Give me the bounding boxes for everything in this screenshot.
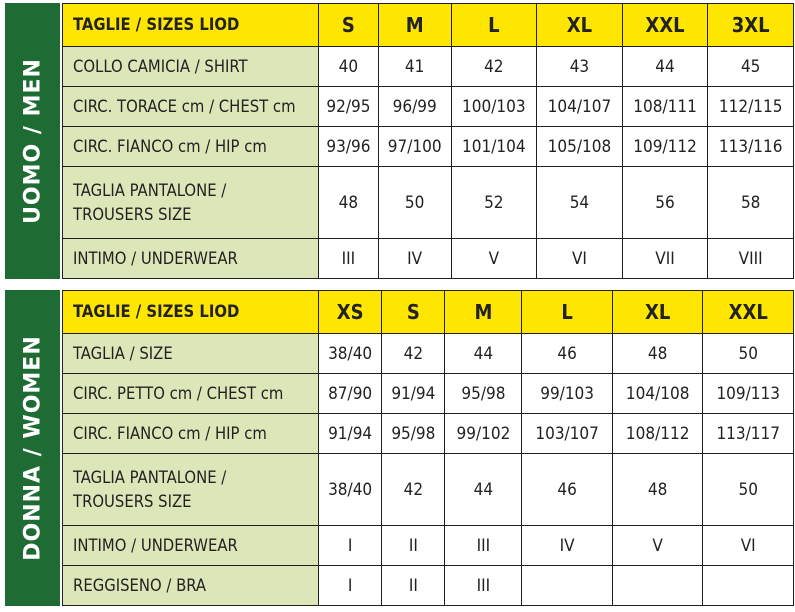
women-size-s: S — [382, 291, 445, 334]
table-cell: 50 — [703, 454, 794, 526]
table-cell: 99/103 — [522, 374, 613, 414]
table-cell: 48 — [612, 334, 703, 374]
table-cell: 100/103 — [451, 87, 537, 127]
table-cell: 87/90 — [319, 374, 382, 414]
men-row-shirt — [63, 47, 794, 87]
table-cell: 91/94 — [382, 374, 445, 414]
row-label: CIRC. FIANCO cm / HIP cm — [63, 414, 319, 454]
table-cell: 108/112 — [612, 414, 703, 454]
row-label: INTIMO / UNDERWEAR — [63, 526, 319, 566]
men-size-table — [62, 3, 794, 279]
table-cell: 42 — [382, 334, 445, 374]
table-cell: 46 — [522, 334, 613, 374]
table-cell: 108/111 — [622, 87, 708, 127]
women-size-block — [5, 290, 794, 606]
table-cell — [703, 566, 794, 606]
men-row-underwear — [63, 239, 794, 279]
table-cell: 41 — [378, 47, 451, 87]
table-cell: 103/107 — [522, 414, 613, 454]
table-cell: 113/116 — [708, 127, 794, 167]
row-label: CIRC. FIANCO cm / HIP cm — [63, 127, 319, 167]
table-cell: 48 — [612, 454, 703, 526]
men-size-block — [5, 3, 794, 279]
table-cell: 105/108 — [537, 127, 623, 167]
men-size-l: L — [451, 4, 537, 47]
table-cell: 43 — [537, 47, 623, 87]
table-cell — [612, 566, 703, 606]
men-size-m: M — [378, 4, 451, 47]
women-size-l: L — [522, 291, 613, 334]
table-cell: 101/104 — [451, 127, 537, 167]
men-header-label: TAGLIE / SIZES LIOD — [63, 4, 319, 47]
table-cell: 109/113 — [703, 374, 794, 414]
table-cell: 97/100 — [378, 127, 451, 167]
table-cell: III — [445, 526, 522, 566]
table-cell: 46 — [522, 454, 613, 526]
men-side-label — [5, 3, 62, 279]
women-size-xl: XL — [612, 291, 703, 334]
table-cell: 95/98 — [445, 374, 522, 414]
table-cell: II — [382, 566, 445, 606]
row-label: REGGISENO / BRA — [63, 566, 319, 606]
table-cell: 96/99 — [378, 87, 451, 127]
women-row-size — [63, 334, 794, 374]
women-row-hip — [63, 414, 794, 454]
row-label-line2: TROUSERS SIZE — [73, 204, 192, 224]
row-label: COLLO CAMICIA / SHIRT — [63, 47, 319, 87]
women-side-label-text: DONNA / WOMEN — [20, 335, 45, 561]
table-cell — [522, 566, 613, 606]
men-header-row — [63, 4, 794, 47]
table-cell: I — [319, 566, 382, 606]
table-cell: VIII — [708, 239, 794, 279]
row-label: CIRC. PETTO cm / CHEST cm — [63, 374, 319, 414]
table-cell: 112/115 — [708, 87, 794, 127]
table-cell: 104/107 — [537, 87, 623, 127]
table-cell: 44 — [445, 454, 522, 526]
table-cell: 44 — [622, 47, 708, 87]
table-cell: IV — [522, 526, 613, 566]
table-cell: I — [319, 526, 382, 566]
table-cell: III — [319, 239, 379, 279]
row-label: TAGLIA / SIZE — [63, 334, 319, 374]
men-size-xxl: XXL — [622, 4, 708, 47]
table-cell: 92/95 — [319, 87, 379, 127]
table-cell: II — [382, 526, 445, 566]
table-cell: VI — [537, 239, 623, 279]
row-label: INTIMO / UNDERWEAR — [63, 239, 319, 279]
row-label-line2: TROUSERS SIZE — [73, 491, 192, 511]
table-cell: 45 — [708, 47, 794, 87]
women-size-m: M — [445, 291, 522, 334]
men-side-label-text: UOMO / MEN — [20, 58, 45, 224]
table-cell: 93/96 — [319, 127, 379, 167]
row-label-line1: TAGLIA PANTALONE / — [73, 180, 227, 200]
table-cell: 42 — [451, 47, 537, 87]
table-cell: VI — [703, 526, 794, 566]
men-size-xl: XL — [537, 4, 623, 47]
table-cell: 104/108 — [612, 374, 703, 414]
women-size-table — [62, 290, 794, 606]
men-row-chest — [63, 87, 794, 127]
table-cell: VII — [622, 239, 708, 279]
table-cell: 91/94 — [319, 414, 382, 454]
table-cell: IV — [378, 239, 451, 279]
table-cell: 48 — [319, 167, 379, 239]
table-cell: 42 — [382, 454, 445, 526]
table-cell: 50 — [703, 334, 794, 374]
row-label: CIRC. TORACE cm / CHEST cm — [63, 87, 319, 127]
women-header-row — [63, 291, 794, 334]
table-cell: 44 — [445, 334, 522, 374]
table-cell: V — [451, 239, 537, 279]
table-cell: 50 — [378, 167, 451, 239]
table-cell: 99/102 — [445, 414, 522, 454]
women-row-chest — [63, 374, 794, 414]
table-cell: 52 — [451, 167, 537, 239]
men-row-hip — [63, 127, 794, 167]
table-cell: 113/117 — [703, 414, 794, 454]
table-cell: III — [445, 566, 522, 606]
table-cell: 95/98 — [382, 414, 445, 454]
men-row-trousers — [63, 167, 794, 239]
table-cell: 109/112 — [622, 127, 708, 167]
women-size-xs: XS — [319, 291, 382, 334]
women-side-label — [5, 290, 62, 606]
row-label — [63, 454, 319, 526]
table-cell: V — [612, 526, 703, 566]
table-cell: 58 — [708, 167, 794, 239]
row-label — [63, 167, 319, 239]
women-row-underwear — [63, 526, 794, 566]
row-label-line1: TAGLIA PANTALONE / — [73, 467, 227, 487]
women-size-xxl: XXL — [703, 291, 794, 334]
women-row-trousers — [63, 454, 794, 526]
men-size-s: S — [319, 4, 379, 47]
table-cell: 56 — [622, 167, 708, 239]
table-cell: 40 — [319, 47, 379, 87]
table-cell: 38/40 — [319, 454, 382, 526]
table-cell: 38/40 — [319, 334, 382, 374]
men-size-3xl: 3XL — [708, 4, 794, 47]
table-cell: 54 — [537, 167, 623, 239]
women-header-label: TAGLIE / SIZES LIOD — [63, 291, 319, 334]
women-row-bra — [63, 566, 794, 606]
